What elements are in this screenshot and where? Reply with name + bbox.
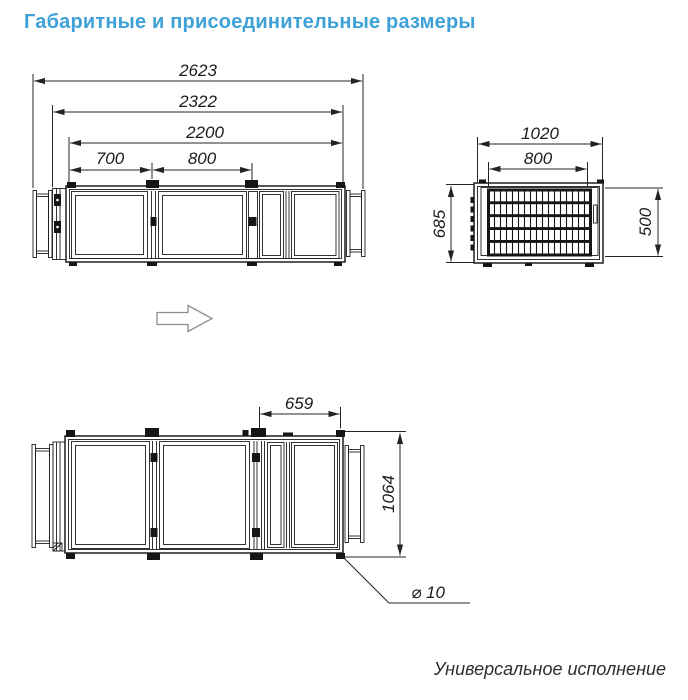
side-left-duct: [33, 191, 52, 258]
end-grille: [489, 190, 598, 255]
version-note: Универсальное исполнение: [433, 659, 666, 679]
dim-label-body-length: 2200: [186, 123, 224, 142]
dimension-end-section: [260, 394, 341, 429]
side-view-drawing: [33, 61, 365, 266]
dimension-grille-width: [489, 149, 588, 187]
dimension-grille-height: [605, 188, 663, 257]
dim-label-section-2: 800: [187, 149, 217, 168]
dim-label-overall-height: 685: [430, 209, 449, 239]
dim-label-grille-height: 500: [636, 207, 655, 237]
side-casing: [66, 180, 345, 266]
dimension-sections: [70, 149, 252, 181]
dimension-overall-height: [430, 185, 474, 263]
dim-label-length-with-damper: 2322: [179, 92, 217, 111]
dim-label-plan-width: 1064: [379, 475, 398, 513]
mounting-hole-callout: [344, 558, 470, 603]
side-damper-section: [53, 189, 67, 260]
dim-label-total-length: 2623: [179, 61, 217, 80]
dim-label-mounting-hole: ⌀ 10: [411, 583, 445, 602]
plan-view-drawing: [32, 394, 470, 603]
airflow-direction-arrow: [157, 306, 212, 332]
dim-label-section-1: 700: [95, 149, 125, 168]
plan-right-duct: [345, 446, 364, 543]
side-right-duct: [347, 191, 366, 257]
dim-label-grille-width: 800: [523, 149, 553, 168]
end-view-drawing: [430, 124, 663, 267]
plan-casing: [65, 428, 345, 560]
plan-left-duct: [32, 442, 65, 551]
page-title: Габаритные и присоединительные размеры: [24, 11, 476, 33]
dim-label-overall-width: 1020: [521, 124, 559, 143]
dim-label-end-section: 659: [284, 394, 314, 413]
